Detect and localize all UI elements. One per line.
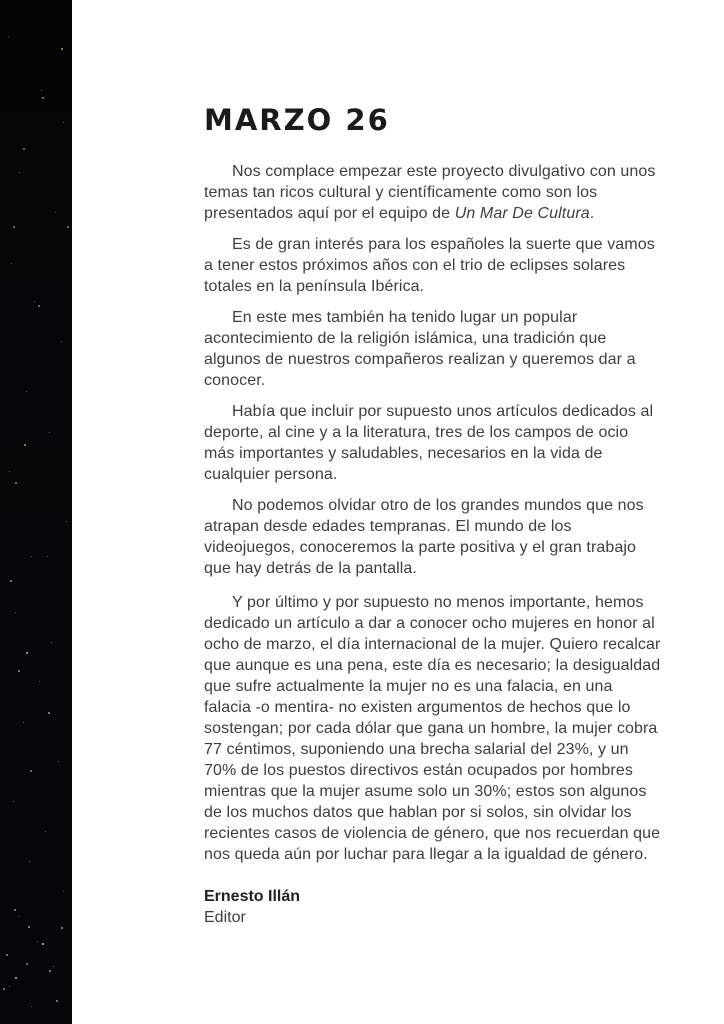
author-name: Ernesto Illán	[204, 888, 301, 905]
signature-block	[204, 886, 662, 928]
intro-text-after: .	[589, 205, 595, 222]
author-role: Editor	[204, 909, 246, 926]
paragraph-sport-cinema-literature: Había que incluir por supuesto unos artículos dedicados al deporte, al cine y a la literatura, tres de los campos de ocio más importantes y saludables, necesarios en la vida de cualquier persona.	[204, 403, 654, 483]
page-title: MARZO 26	[204, 103, 390, 137]
publication-name: Un Mar De Cultura	[454, 205, 590, 222]
paragraph-women-equality: Y por último y por supuesto no menos importante, hemos dedicado un artículo a dar a conocer ocho mujeres en honor al ocho de marzo, el día internacional de la mujer. Quiero recalcar que aunque es una pena, este día es necesario; la desigualdad que sufre actualmente la mujer no es una falacia, en una falacia -o mentira- no existen argumentos de hechos que lo sostengan; por cada dólar que gana un hombre, la mujer cobra 77 céntimos, suponiendo una brecha salarial del 23%, y un 70% de los puestos directivos están ocupados por hombres mientras que la mujer asume solo un 30%; estos son algunos de los muchos datos que hablan por si solos, sin olvidar los recientes casos de violencia de género, que nos recuerdan que nos queda aún por luchar para llegar a la igualdad de género.	[204, 594, 661, 863]
intro-paragraph	[204, 161, 662, 224]
intro-text-before: Nos complace empezar este proyecto divulgativo con unos temas tan ricos cultural y científicamente como son los presentados aquí por el equipo de	[204, 163, 656, 222]
editorial-content	[204, 103, 662, 928]
editorial-body	[204, 161, 662, 865]
starfield-sidebar-image	[0, 0, 72, 1024]
paragraph-videogames: No podemos olvidar otro de los grandes mundos que nos atrapan desde edades tempranas. El mundo de los videojuegos, conoceremos la parte positiva y el gran trabajo que hay detrás de la pantalla.	[204, 497, 644, 577]
stars-bright-layer	[0, 0, 2, 2]
paragraph-islamic-tradition: En este mes también ha tenido lugar un popular acontecimiento de la religión islámica, una tradición que algunos de nuestros compañeros realizan y queremos dar a conocer.	[204, 309, 636, 389]
paragraph-eclipses: Es de gran interés para los españoles la suerte que vamos a tener estos próximos años con el trio de eclipses solares totales en la península Ibérica.	[204, 236, 655, 295]
